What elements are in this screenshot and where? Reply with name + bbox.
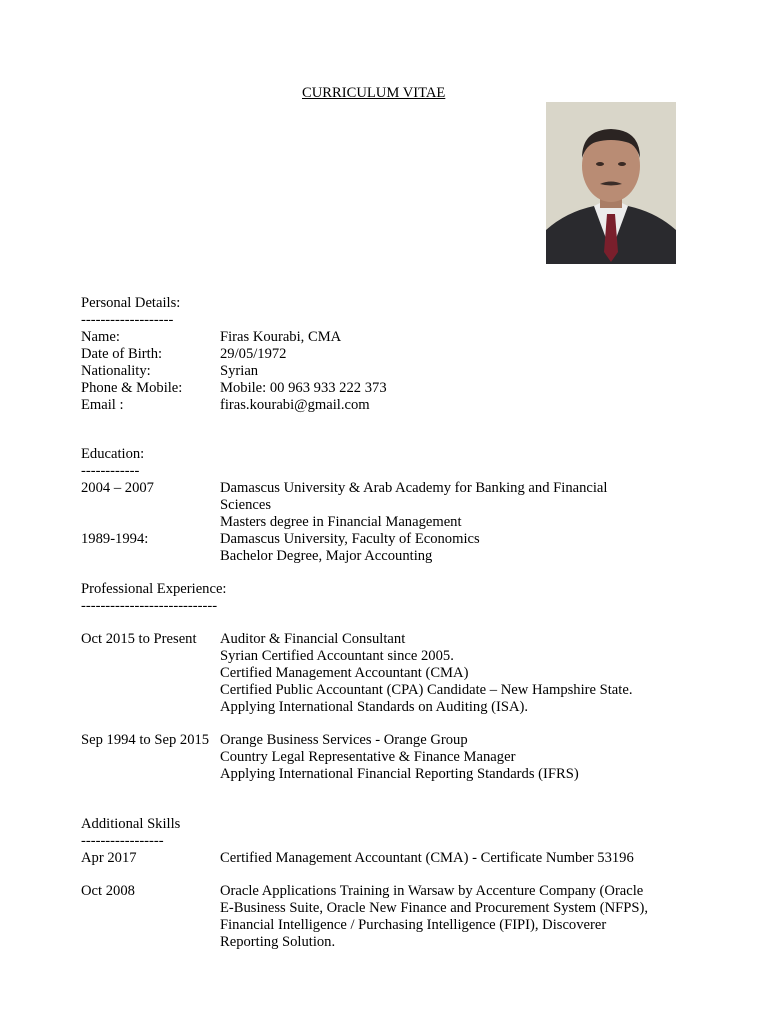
nationality-value: Syrian	[220, 363, 259, 379]
experience-period: Oct 2015 to Present	[81, 631, 197, 647]
skills-period: Apr 2017	[81, 850, 137, 866]
education-line: Damascus University & Arab Academy for Banking and Financial	[220, 480, 608, 496]
experience-line: Orange Business Services - Orange Group	[220, 732, 468, 748]
experience-rule: ----------------------------	[81, 598, 218, 614]
skills-line: Oracle Applications Training in Warsaw by Accenture Company (Oracle	[220, 883, 644, 899]
experience-heading: Professional Experience:	[81, 581, 227, 597]
personal-details-heading: Personal Details:	[81, 295, 181, 311]
education-line: Masters degree in Financial Management	[220, 514, 462, 530]
education-period: 1989-1994:	[81, 531, 149, 547]
phone-value: Mobile: 00 963 933 222 373	[220, 380, 387, 396]
education-line: Damascus University, Faculty of Economics	[220, 531, 480, 547]
nationality-label: Nationality:	[81, 363, 151, 379]
experience-line: Country Legal Representative & Finance Manager	[220, 749, 516, 765]
skills-heading: Additional Skills	[81, 816, 181, 832]
education-line: Bachelor Degree, Major Accounting	[220, 548, 433, 564]
experience-line: Applying International Financial Reporting Standards (IFRS)	[220, 766, 579, 782]
personal-details-rule: -------------------	[81, 312, 174, 328]
experience-line: Applying International Standards on Auditing (ISA).	[220, 699, 529, 715]
skills-period: Oct 2008	[81, 883, 135, 899]
skills-rule: -----------------	[81, 833, 164, 849]
name-value: Firas Kourabi, CMA	[220, 329, 342, 345]
education-line: Sciences	[220, 497, 272, 513]
experience-line: Auditor & Financial Consultant	[220, 631, 406, 647]
education-rule: ------------	[81, 463, 140, 479]
experience-line: Certified Public Accountant (CPA) Candidate – New Hampshire State.	[220, 682, 633, 698]
education-period: 2004 – 2007	[81, 480, 154, 496]
experience-line: Certified Management Accountant (CMA)	[220, 665, 469, 681]
skills-line: E-Business Suite, Oracle New Finance and Procurement System (NFPS),	[220, 900, 649, 916]
name-label: Name:	[81, 329, 120, 345]
experience-period: Sep 1994 to Sep 2015	[81, 732, 210, 748]
profile-photo	[546, 102, 676, 264]
dob-label: Date of Birth:	[81, 346, 163, 362]
skills-line: Financial Intelligence / Purchasing Intelligence (FIPI), Discoverer	[220, 917, 607, 933]
skills-line: Reporting Solution.	[220, 934, 336, 950]
dob-value: 29/05/1972	[220, 346, 287, 362]
email-value: firas.kourabi@gmail.com	[220, 397, 370, 413]
document-title: CURRICULUM VITAE	[302, 85, 446, 101]
phone-label: Phone & Mobile:	[81, 380, 183, 396]
skills-line: Certified Management Accountant (CMA) - Certificate Number 53196	[220, 850, 634, 866]
education-heading: Education:	[81, 446, 145, 462]
email-label: Email :	[81, 397, 124, 413]
experience-line: Syrian Certified Accountant since 2005.	[220, 648, 454, 664]
